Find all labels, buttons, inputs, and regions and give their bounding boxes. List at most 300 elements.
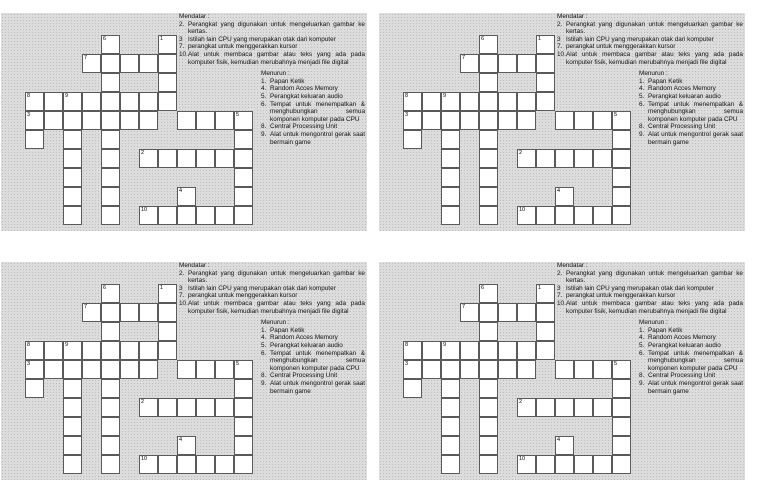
clue-text: Central Processing Unit bbox=[648, 372, 716, 380]
crossword-cell[interactable] bbox=[498, 360, 517, 379]
crossword-cell[interactable] bbox=[139, 303, 158, 322]
clue-text: Perangkat yang digunakan untuk mengeluarkan gambar ke kertas. bbox=[566, 20, 743, 36]
down-clue bbox=[261, 78, 365, 86]
crossword-cell[interactable] bbox=[593, 398, 612, 417]
cell-number: 10 bbox=[519, 207, 526, 213]
across-clue bbox=[557, 292, 743, 300]
crossword-cell[interactable] bbox=[82, 92, 101, 111]
crossword-cell[interactable] bbox=[196, 149, 215, 168]
crossword-cell[interactable] bbox=[460, 111, 479, 130]
crossword-cell[interactable] bbox=[441, 417, 460, 436]
crossword-cell[interactable] bbox=[536, 206, 555, 225]
crossword-cell[interactable] bbox=[44, 341, 63, 360]
clue-number: 1. bbox=[261, 77, 267, 85]
clue-text: Alat untuk mengontrol gerak saat bermain game bbox=[270, 130, 365, 146]
cell-number: 1 bbox=[538, 285, 542, 291]
crossword-cell[interactable] bbox=[479, 206, 498, 225]
clue-number: 4. bbox=[261, 85, 267, 93]
clue-text: Perangkat yang digunakan untuk mengeluarkan gambar ke kertas. bbox=[188, 20, 365, 36]
crossword-cell[interactable] bbox=[612, 417, 631, 436]
crossword-cell[interactable] bbox=[196, 206, 215, 225]
clue-text: Tempat untuk menempatkan & menghubungkan semua komponen komputer pada CPU bbox=[270, 100, 365, 123]
crossword-cell[interactable] bbox=[63, 206, 82, 225]
cell-number: 1 bbox=[160, 36, 164, 42]
clue-number: 6. bbox=[639, 349, 645, 357]
cell-number: 8 bbox=[405, 93, 409, 99]
crossword-cell[interactable] bbox=[101, 54, 120, 73]
clue-number: 8. bbox=[261, 372, 267, 380]
crossword-cell[interactable] bbox=[460, 92, 479, 111]
clue-number: 5. bbox=[261, 341, 267, 349]
crossword-cell[interactable] bbox=[120, 111, 139, 130]
crossword-cell[interactable] bbox=[120, 92, 139, 111]
crossword-cell[interactable] bbox=[517, 92, 536, 111]
crossword-cell[interactable] bbox=[120, 360, 139, 379]
crossword-cell[interactable] bbox=[44, 92, 63, 111]
crossword-cell[interactable] bbox=[536, 398, 555, 417]
crossword-cell[interactable] bbox=[63, 111, 82, 130]
crossword-cell[interactable] bbox=[234, 168, 253, 187]
crossword-cell[interactable] bbox=[63, 187, 82, 206]
clue-text: Tempat untuk menempatkan & menghubungkan semua komponen komputer pada CPU bbox=[270, 349, 365, 372]
crossword-cell[interactable] bbox=[441, 398, 460, 417]
clue-number: 6. bbox=[639, 100, 645, 108]
clue-list bbox=[557, 13, 743, 146]
crossword-cell[interactable] bbox=[479, 379, 498, 398]
crossword-cell[interactable] bbox=[555, 149, 574, 168]
crossword-cell[interactable] bbox=[479, 341, 498, 360]
down-clue bbox=[639, 380, 743, 395]
crossword-cell[interactable] bbox=[498, 111, 517, 130]
crossword-cell[interactable] bbox=[536, 322, 555, 341]
cell-number: 7 bbox=[84, 304, 88, 310]
cell-number: 1 bbox=[160, 285, 164, 291]
crossword-cell[interactable] bbox=[536, 303, 555, 322]
cell-number: 3 bbox=[27, 112, 31, 118]
cell-number: 7 bbox=[462, 304, 466, 310]
crossword-cell[interactable] bbox=[63, 417, 82, 436]
crossword-cell[interactable] bbox=[101, 322, 120, 341]
crossword-cell[interactable] bbox=[120, 341, 139, 360]
crossword-cell[interactable] bbox=[101, 73, 120, 92]
crossword-cell[interactable] bbox=[612, 455, 631, 474]
crossword-cell[interactable] bbox=[593, 455, 612, 474]
crossword-cell[interactable] bbox=[82, 111, 101, 130]
across-clue bbox=[557, 21, 743, 36]
crossword-cell[interactable] bbox=[63, 379, 82, 398]
crossword-cell[interactable] bbox=[63, 436, 82, 455]
cell-number: 4 bbox=[179, 437, 183, 443]
clue-text: Tempat untuk menempatkan & menghubungkan semua komponen komputer pada CPU bbox=[648, 349, 743, 372]
crossword-cell[interactable] bbox=[555, 398, 574, 417]
crossword-cell[interactable] bbox=[101, 187, 120, 206]
across-title: Mendatar : bbox=[179, 262, 210, 269]
clue-text: Alat untuk membaca gambar atau teks yang ada pada komputer fisik, kemudian merubahnya menjadi file digital bbox=[188, 299, 365, 315]
crossword-cell[interactable] bbox=[612, 168, 631, 187]
crossword-cell[interactable] bbox=[158, 455, 177, 474]
crossword-cell[interactable] bbox=[517, 54, 536, 73]
crossword-cell[interactable] bbox=[479, 92, 498, 111]
crossword-cell[interactable] bbox=[158, 149, 177, 168]
crossword-cell[interactable] bbox=[158, 322, 177, 341]
crossword-cell[interactable] bbox=[517, 303, 536, 322]
crossword-cell[interactable] bbox=[536, 455, 555, 474]
crossword-cell[interactable] bbox=[612, 206, 631, 225]
clue-text: Alat untuk membaca gambar atau teks yang ada pada komputer fisik, kemudian merubahnya menjadi file digital bbox=[566, 299, 743, 315]
crossword-cell[interactable] bbox=[234, 206, 253, 225]
cell-number: 2 bbox=[519, 399, 523, 405]
across-clue bbox=[179, 292, 365, 300]
down-clue bbox=[639, 131, 743, 146]
cell-number: 4 bbox=[179, 188, 183, 194]
crossword-cell[interactable] bbox=[460, 341, 479, 360]
crossword-cell[interactable] bbox=[101, 168, 120, 187]
crossword-cell[interactable] bbox=[574, 455, 593, 474]
down-clue bbox=[261, 342, 365, 350]
crossword-cell[interactable] bbox=[177, 455, 196, 474]
clue-text: Perangkat yang digunakan untuk mengeluarkan gambar ke kertas. bbox=[188, 269, 365, 285]
cell-number: 8 bbox=[405, 342, 409, 348]
down-title: Menurun : bbox=[639, 70, 668, 78]
crossword-cell[interactable] bbox=[139, 341, 158, 360]
crossword-cell[interactable] bbox=[479, 455, 498, 474]
clue-number: 5. bbox=[639, 341, 645, 349]
clue-text: Central Processing Unit bbox=[270, 123, 338, 131]
down-clue bbox=[261, 85, 365, 93]
crossword-cell[interactable] bbox=[422, 92, 441, 111]
down-title: Menurun : bbox=[639, 319, 668, 327]
down-clue bbox=[261, 327, 365, 335]
clue-number: 8. bbox=[639, 372, 645, 380]
crossword-cell[interactable] bbox=[517, 111, 536, 130]
clue-number: 2. bbox=[179, 269, 185, 277]
crossword-worksheet-1 bbox=[1, 13, 367, 231]
down-clue bbox=[261, 123, 365, 131]
crossword-cell[interactable] bbox=[593, 149, 612, 168]
crossword-cell[interactable] bbox=[441, 149, 460, 168]
crossword-cell[interactable] bbox=[441, 455, 460, 474]
clue-number: 10. bbox=[557, 299, 566, 307]
crossword-cell[interactable] bbox=[234, 436, 253, 455]
crossword-cell[interactable] bbox=[177, 398, 196, 417]
crossword-cell[interactable] bbox=[234, 455, 253, 474]
clue-number: 8. bbox=[639, 123, 645, 131]
clue-text: Istilah lain CPU yang merupakan otak dari komputer bbox=[566, 284, 714, 292]
crossword-cell[interactable] bbox=[139, 92, 158, 111]
crossword-cell[interactable] bbox=[196, 455, 215, 474]
crossword-cell[interactable] bbox=[101, 111, 120, 130]
across-clue bbox=[557, 300, 743, 315]
crossword-cell[interactable] bbox=[574, 206, 593, 225]
clue-text: Alat untuk mengontrol gerak saat bermain game bbox=[648, 130, 743, 146]
clue-text: Papan Ketik bbox=[270, 326, 305, 334]
down-clue bbox=[639, 372, 743, 380]
crossword-cell[interactable] bbox=[120, 303, 139, 322]
across-clue bbox=[179, 285, 365, 293]
crossword-cell[interactable] bbox=[479, 130, 498, 149]
crossword-cell[interactable] bbox=[101, 341, 120, 360]
across-clue bbox=[179, 36, 365, 44]
clue-number: 7. bbox=[179, 43, 185, 51]
clue-number: 10. bbox=[179, 50, 188, 58]
crossword-cell[interactable] bbox=[177, 206, 196, 225]
down-clue bbox=[639, 342, 743, 350]
clue-number: 2. bbox=[557, 269, 563, 277]
cell-number: 7 bbox=[84, 55, 88, 61]
cell-number: 1 bbox=[538, 36, 542, 42]
crossword-cell[interactable] bbox=[158, 54, 177, 73]
crossword-cell[interactable] bbox=[536, 341, 555, 360]
crossword-cell[interactable] bbox=[441, 436, 460, 455]
crossword-cell[interactable] bbox=[63, 360, 82, 379]
crossword-cell[interactable] bbox=[101, 417, 120, 436]
crossword-cell[interactable] bbox=[234, 398, 253, 417]
cell-number: 5 bbox=[614, 112, 618, 118]
crossword-cell[interactable] bbox=[479, 187, 498, 206]
crossword-worksheet-2 bbox=[379, 13, 745, 231]
clue-text: Random Acces Memory bbox=[270, 334, 338, 342]
down-clue bbox=[639, 123, 743, 131]
across-title: Mendatar : bbox=[179, 13, 210, 20]
crossword-cell[interactable] bbox=[422, 360, 441, 379]
crossword-cell[interactable] bbox=[441, 187, 460, 206]
crossword-cell[interactable] bbox=[479, 168, 498, 187]
down-clue bbox=[261, 131, 365, 146]
cell-number: 6 bbox=[481, 285, 485, 291]
clue-text: Perangkat keluaran audio bbox=[648, 341, 721, 349]
crossword-cell[interactable] bbox=[120, 54, 139, 73]
clue-number: 9. bbox=[639, 379, 645, 387]
crossword-worksheet-4 bbox=[379, 262, 745, 480]
clue-text: Random Acces Memory bbox=[270, 85, 338, 93]
crossword-cell[interactable] bbox=[101, 206, 120, 225]
crossword-cell[interactable] bbox=[101, 436, 120, 455]
crossword-cell[interactable] bbox=[139, 111, 158, 130]
clue-text: Alat untuk membaca gambar atau teks yang ada pada komputer fisik, kemudian merubahnya menjadi file digital bbox=[566, 50, 743, 66]
crossword-cell[interactable] bbox=[215, 455, 234, 474]
crossword-cell[interactable] bbox=[536, 149, 555, 168]
crossword-cell[interactable] bbox=[555, 206, 574, 225]
clue-number: 7. bbox=[557, 292, 563, 300]
crossword-cell[interactable] bbox=[63, 130, 82, 149]
crossword-cell[interactable] bbox=[403, 379, 422, 398]
clue-number: 4. bbox=[639, 85, 645, 93]
crossword-cell[interactable] bbox=[479, 54, 498, 73]
clue-text: Papan Ketik bbox=[648, 77, 683, 85]
crossword-cell[interactable] bbox=[536, 54, 555, 73]
crossword-cell[interactable] bbox=[101, 398, 120, 417]
crossword-cell[interactable] bbox=[422, 111, 441, 130]
clue-number: 5. bbox=[639, 92, 645, 100]
clue-text: perangkat untuk menggerakkan kursor bbox=[566, 292, 676, 300]
clue-text: Alat untuk mengontrol gerak saat bermain game bbox=[648, 379, 743, 395]
crossword-cell[interactable] bbox=[44, 111, 63, 130]
crossword-cell[interactable] bbox=[479, 303, 498, 322]
crossword-cell[interactable] bbox=[479, 111, 498, 130]
crossword-cell[interactable] bbox=[63, 455, 82, 474]
crossword-cell[interactable] bbox=[498, 341, 517, 360]
crossword-cell[interactable] bbox=[215, 398, 234, 417]
across-clue bbox=[179, 43, 365, 51]
clue-number: 10. bbox=[557, 50, 566, 58]
crossword-cell[interactable] bbox=[63, 149, 82, 168]
crossword-cell[interactable] bbox=[517, 341, 536, 360]
clue-number: 5. bbox=[261, 92, 267, 100]
crossword-cell[interactable] bbox=[101, 455, 120, 474]
clue-number: 1. bbox=[639, 326, 645, 334]
crossword-cell[interactable] bbox=[215, 149, 234, 168]
clue-text: Perangkat keluaran audio bbox=[648, 92, 721, 100]
cell-number: 9 bbox=[65, 93, 69, 99]
down-clue bbox=[639, 350, 743, 373]
clue-text: Central Processing Unit bbox=[270, 372, 338, 380]
clue-text: perangkat untuk menggerakkan kursor bbox=[188, 43, 298, 51]
clue-number: 4. bbox=[639, 334, 645, 342]
crossword-cell[interactable] bbox=[441, 111, 460, 130]
crossword-cell[interactable] bbox=[479, 398, 498, 417]
crossword-cell[interactable] bbox=[234, 187, 253, 206]
crossword-cell[interactable] bbox=[63, 398, 82, 417]
across-clue bbox=[179, 300, 365, 315]
crossword-cell[interactable] bbox=[215, 206, 234, 225]
clue-list bbox=[179, 262, 365, 395]
crossword-cell[interactable] bbox=[479, 417, 498, 436]
crossword-cell[interactable] bbox=[101, 379, 120, 398]
across-clue bbox=[179, 21, 365, 36]
clue-number: 2. bbox=[557, 20, 563, 28]
clue-number: 3 bbox=[557, 35, 561, 43]
down-clue bbox=[639, 334, 743, 342]
crossword-cell[interactable] bbox=[460, 360, 479, 379]
crossword-cell[interactable] bbox=[574, 398, 593, 417]
crossword-cell[interactable] bbox=[479, 322, 498, 341]
cell-number: 8 bbox=[27, 93, 31, 99]
crossword-cell[interactable] bbox=[593, 206, 612, 225]
crossword-cell[interactable] bbox=[234, 149, 253, 168]
crossword-cell[interactable] bbox=[441, 379, 460, 398]
crossword-cell[interactable] bbox=[479, 360, 498, 379]
clue-text: Central Processing Unit bbox=[648, 123, 716, 131]
clue-number: 10. bbox=[179, 299, 188, 307]
clue-number: 9. bbox=[639, 130, 645, 138]
crossword-cell[interactable] bbox=[612, 149, 631, 168]
crossword-cell[interactable] bbox=[441, 168, 460, 187]
down-title: Menurun : bbox=[261, 70, 290, 78]
crossword-cell[interactable] bbox=[479, 149, 498, 168]
cell-number: 2 bbox=[141, 399, 145, 405]
down-clue bbox=[261, 101, 365, 124]
crossword-cell[interactable] bbox=[139, 54, 158, 73]
crossword-cell[interactable] bbox=[517, 360, 536, 379]
crossword-cell[interactable] bbox=[555, 455, 574, 474]
crossword-cell[interactable] bbox=[101, 130, 120, 149]
crossword-cell[interactable] bbox=[441, 360, 460, 379]
crossword-cell[interactable] bbox=[498, 54, 517, 73]
down-clue bbox=[639, 85, 743, 93]
clue-text: Alat untuk membaca gambar atau teks yang ada pada komputer fisik, kemudian merubahnya menjadi file digital bbox=[188, 50, 365, 66]
cell-number: 3 bbox=[405, 112, 409, 118]
cell-number: 4 bbox=[557, 437, 561, 443]
crossword-cell[interactable] bbox=[196, 398, 215, 417]
crossword-cell[interactable] bbox=[63, 168, 82, 187]
crossword-cell[interactable] bbox=[479, 73, 498, 92]
cell-number: 5 bbox=[236, 112, 240, 118]
crossword-cell[interactable] bbox=[139, 360, 158, 379]
crossword-cell[interactable] bbox=[612, 398, 631, 417]
crossword-cell[interactable] bbox=[158, 92, 177, 111]
clue-text: perangkat untuk menggerakkan kursor bbox=[566, 43, 676, 51]
clue-number: 2. bbox=[179, 20, 185, 28]
crossword-cell[interactable] bbox=[234, 417, 253, 436]
clue-text: Istilah lain CPU yang merupakan otak dari komputer bbox=[566, 35, 714, 43]
clue-number: 3 bbox=[179, 35, 183, 43]
crossword-cell[interactable] bbox=[158, 303, 177, 322]
clue-text: Istilah lain CPU yang merupakan otak dari komputer bbox=[188, 35, 336, 43]
cell-number: 9 bbox=[443, 342, 447, 348]
crossword-cell[interactable] bbox=[158, 73, 177, 92]
crossword-cell[interactable] bbox=[101, 92, 120, 111]
crossword-cell[interactable] bbox=[25, 130, 44, 149]
cell-number: 7 bbox=[462, 55, 466, 61]
crossword-cell[interactable] bbox=[158, 341, 177, 360]
crossword-cell[interactable] bbox=[441, 206, 460, 225]
crossword-cell[interactable] bbox=[44, 360, 63, 379]
cell-number: 10 bbox=[519, 456, 526, 462]
clue-number: 7. bbox=[179, 292, 185, 300]
clue-text: Papan Ketik bbox=[270, 77, 305, 85]
down-clue bbox=[639, 93, 743, 101]
crossword-cell[interactable] bbox=[422, 341, 441, 360]
crossword-cell[interactable] bbox=[158, 206, 177, 225]
crossword-cell[interactable] bbox=[536, 73, 555, 92]
across-clue bbox=[557, 43, 743, 51]
crossword-cell[interactable] bbox=[158, 398, 177, 417]
cell-number: 10 bbox=[141, 207, 148, 213]
crossword-worksheet-3 bbox=[1, 262, 367, 480]
clue-text: Papan Ketik bbox=[648, 326, 683, 334]
crossword-cell[interactable] bbox=[536, 92, 555, 111]
crossword-cell[interactable] bbox=[101, 360, 120, 379]
clue-number: 9. bbox=[261, 130, 267, 138]
across-clue bbox=[557, 285, 743, 293]
clue-list bbox=[179, 13, 365, 146]
cell-number: 9 bbox=[443, 93, 447, 99]
crossword-cell[interactable] bbox=[82, 360, 101, 379]
crossword-cell[interactable] bbox=[498, 92, 517, 111]
crossword-cell[interactable] bbox=[101, 149, 120, 168]
crossword-cell[interactable] bbox=[403, 130, 422, 149]
down-clue bbox=[639, 101, 743, 124]
clue-text: Random Acces Memory bbox=[648, 85, 716, 93]
crossword-cell[interactable] bbox=[612, 187, 631, 206]
cell-number: 6 bbox=[103, 285, 107, 291]
crossword-cell[interactable] bbox=[25, 379, 44, 398]
across-title: Mendatar : bbox=[557, 262, 588, 269]
crossword-cell[interactable] bbox=[101, 303, 120, 322]
crossword-cell[interactable] bbox=[441, 130, 460, 149]
clue-number: 6. bbox=[261, 100, 267, 108]
crossword-cell[interactable] bbox=[177, 149, 196, 168]
across-clue bbox=[179, 51, 365, 66]
crossword-cell[interactable] bbox=[574, 149, 593, 168]
clue-text: Perangkat yang digunakan untuk mengeluarkan gambar ke kertas. bbox=[566, 269, 743, 285]
crossword-cell[interactable] bbox=[498, 303, 517, 322]
crossword-cell[interactable] bbox=[82, 341, 101, 360]
crossword-cell[interactable] bbox=[479, 436, 498, 455]
cell-number: 9 bbox=[65, 342, 69, 348]
cell-number: 8 bbox=[27, 342, 31, 348]
crossword-cell[interactable] bbox=[612, 436, 631, 455]
